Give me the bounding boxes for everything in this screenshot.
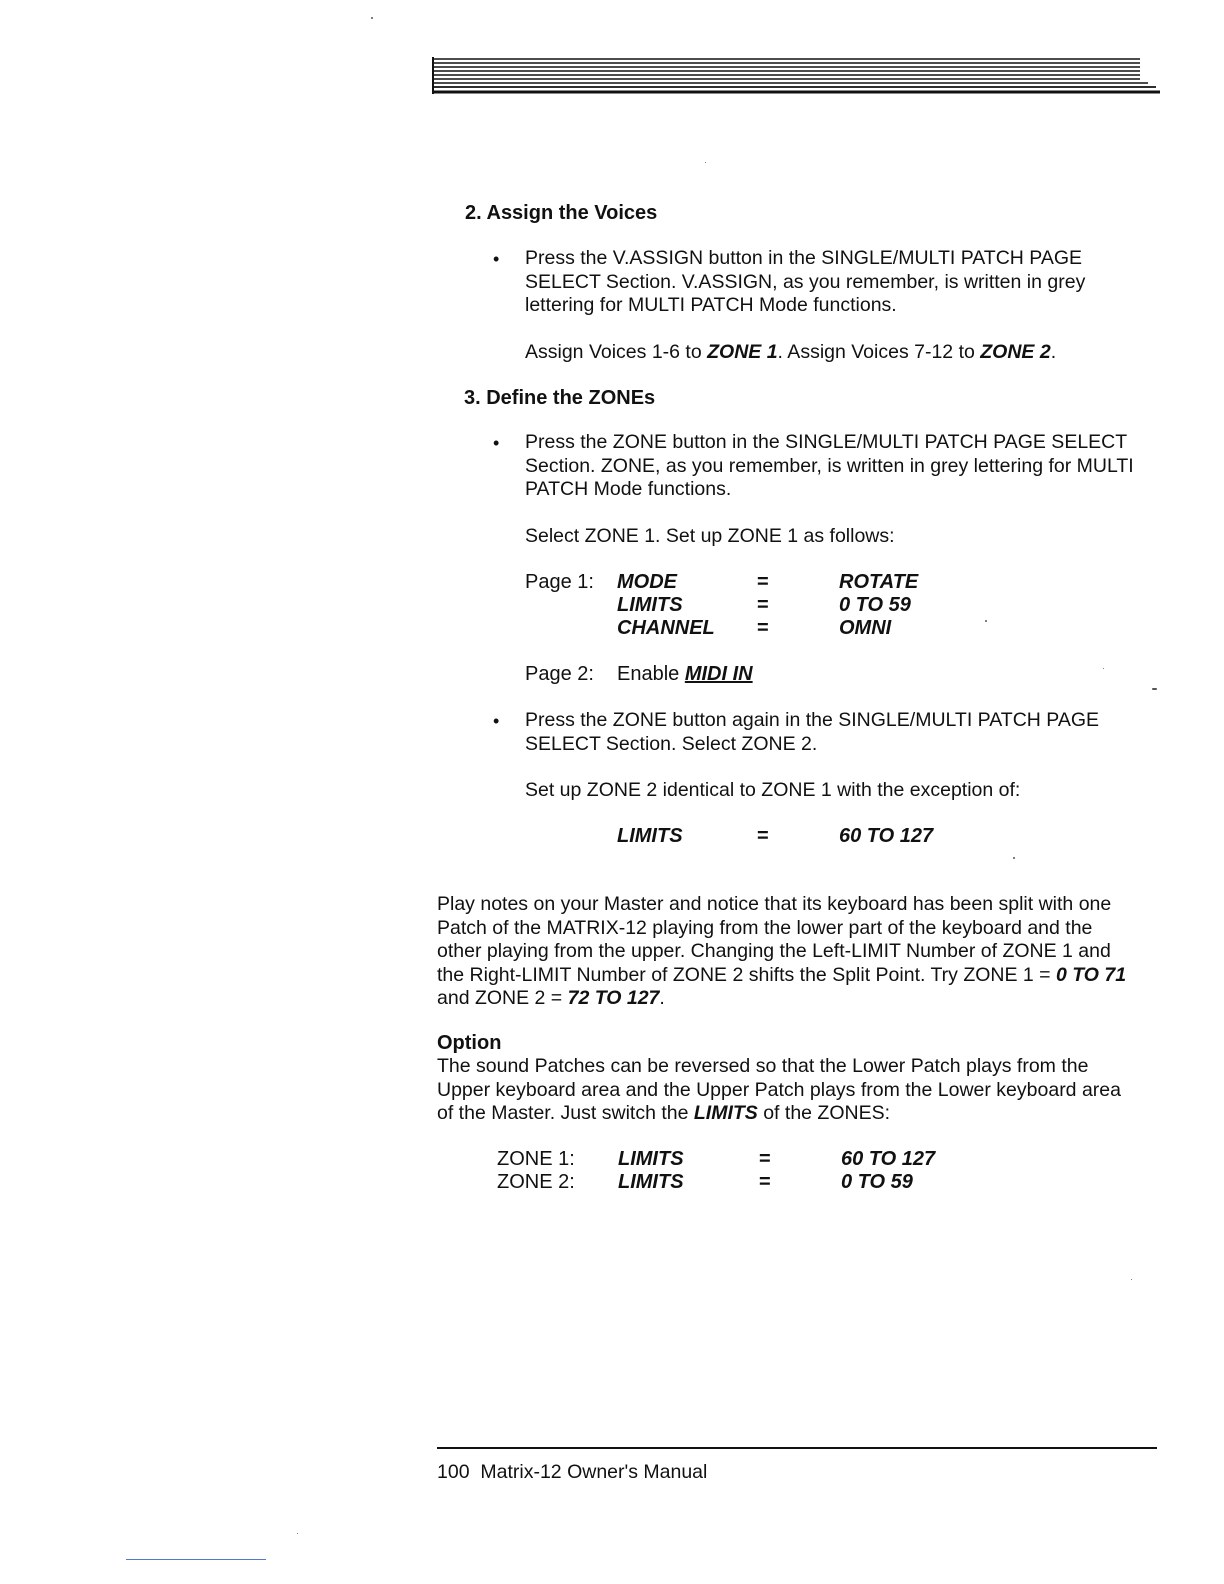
equals-sign: = bbox=[759, 1148, 771, 1170]
option-paragraph: The sound Patches can be reversed so that the Lower Patch plays from the Upper keyboard area and the Upper Patch plays from the Lower keyboard area of the Master. Just switch the LIMITS of the ZONES: bbox=[437, 1055, 1121, 1124]
step3-heading: 3. Define the ZONEs bbox=[464, 387, 656, 409]
footer-rule bbox=[437, 1447, 1157, 1449]
scan-speck bbox=[371, 17, 373, 19]
page1-label: Page 1: bbox=[525, 571, 594, 593]
page2-enable: Enable MIDI IN bbox=[617, 663, 753, 685]
scan-speck bbox=[705, 162, 706, 163]
scan-underline-mark bbox=[126, 1559, 266, 1560]
scan-speck bbox=[297, 1533, 298, 1534]
bullet-icon: • bbox=[493, 711, 500, 731]
equals-sign: = bbox=[757, 594, 769, 616]
scan-speck bbox=[985, 620, 987, 622]
equals-sign: = bbox=[757, 825, 769, 847]
value-omni: OMNI bbox=[839, 617, 892, 639]
param-limits: LIMITS bbox=[617, 825, 683, 847]
option-zone2-label: ZONE 2: bbox=[497, 1171, 575, 1193]
footer-text bbox=[437, 1461, 707, 1484]
param-channel: CHANNEL bbox=[617, 617, 715, 639]
bullet-icon: • bbox=[493, 249, 500, 269]
play-paragraph: Play notes on your Master and notice that its keyboard has been split with one Patch of the MATRIX-12 playing from the lower part of the keyboard and the other playing from the upper. Changing the Left-LIMIT Number of ZONE 1 and the Right-LIMIT Number of ZONE 2 shifts the Split Point. Try ZONE 1 = 0 TO 71 and ZONE 2 = 72 TO 127. bbox=[437, 893, 1127, 1009]
option-title: Option bbox=[437, 1032, 502, 1054]
step3-bullet2-text: Press the ZONE button again in the SINGLE/MULTI PATCH PAGE SELECT Section. Select ZONE 2. bbox=[525, 709, 1100, 755]
equals-sign: = bbox=[757, 617, 769, 639]
select-zone1-text: Select ZONE 1. Set up ZONE 1 as follows: bbox=[525, 525, 895, 547]
header-rule-bar bbox=[432, 55, 1160, 99]
equals-sign: = bbox=[759, 1171, 771, 1193]
option-zone1-label: ZONE 1: bbox=[497, 1148, 575, 1170]
bullet-icon: • bbox=[493, 433, 500, 453]
option-zone2-param: LIMITS bbox=[618, 1171, 684, 1193]
step2-assign-text: Assign Voices 1-6 to ZONE 1. Assign Voices 7-12 to ZONE 2. bbox=[525, 341, 1057, 363]
step2-heading: 2. Assign the Voices bbox=[465, 202, 658, 224]
value-limits: 0 TO 59 bbox=[839, 594, 911, 616]
manual-title: Matrix-12 Owner's Manual bbox=[480, 1461, 708, 1483]
scan-speck bbox=[1131, 1279, 1132, 1280]
option-zone2-value: 0 TO 59 bbox=[841, 1171, 913, 1193]
value-limits-zone2: 60 TO 127 bbox=[839, 825, 934, 847]
param-limits: LIMITS bbox=[617, 594, 683, 616]
option-zone1-param: LIMITS bbox=[618, 1148, 684, 1170]
equals-sign: = bbox=[757, 571, 769, 593]
scan-speck bbox=[1152, 688, 1157, 690]
page-number: 100 bbox=[437, 1461, 470, 1483]
option-zone1-value: 60 TO 127 bbox=[841, 1148, 936, 1170]
param-mode: MODE bbox=[617, 571, 677, 593]
setup-zone2-text: Set up ZONE 2 identical to ZONE 1 with the exception of: bbox=[525, 779, 1021, 801]
step2-bullet-text: Press the V.ASSIGN button in the SINGLE/MULTI PATCH PAGE SELECT Section. V.ASSIGN, as you remember, is written in grey lettering for MULTI PATCH Mode functions. bbox=[525, 247, 1086, 316]
step3-bullet-text: Press the ZONE button in the SINGLE/MULTI PATCH PAGE SELECT Section. ZONE, as you remember, is written in grey lettering for MULTI PATCH Mode functions. bbox=[525, 431, 1134, 500]
value-rotate: ROTATE bbox=[839, 571, 919, 593]
page2-label: Page 2: bbox=[525, 663, 594, 685]
scan-speck bbox=[1013, 857, 1015, 859]
scan-speck bbox=[1103, 668, 1104, 669]
